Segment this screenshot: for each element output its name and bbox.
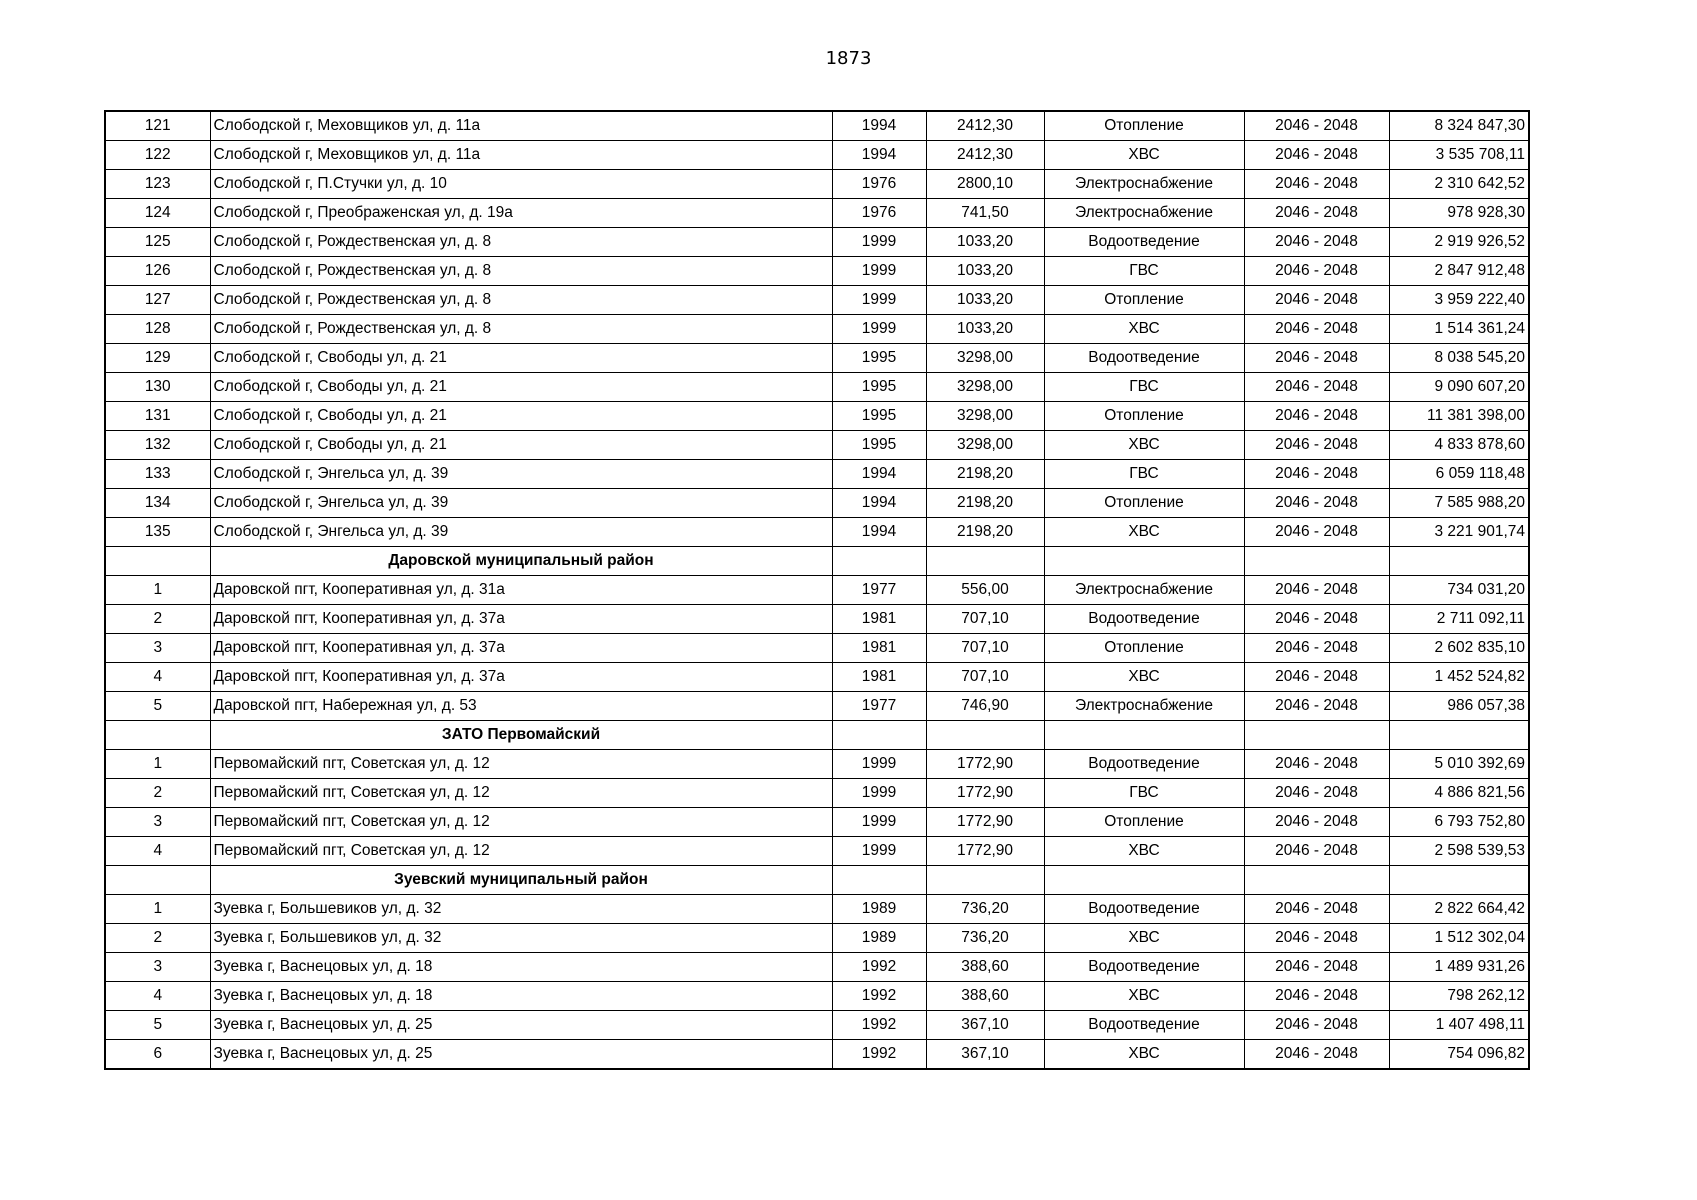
cell-year (832, 866, 926, 895)
table-row (105, 373, 1529, 402)
cell-cost: 2 822 664,42 (1389, 895, 1529, 924)
cell-year: 1994 (832, 460, 926, 489)
cell-period: 2046 - 2048 (1244, 895, 1389, 924)
cell-area: 707,10 (926, 663, 1044, 692)
cell-year: 1981 (832, 605, 926, 634)
table-row (105, 895, 1529, 924)
cell-address: Слободской г, Рождественская ул, д. 8 (210, 315, 832, 344)
cell-cost: 1 514 361,24 (1389, 315, 1529, 344)
cell-area: 1033,20 (926, 286, 1044, 315)
cell-year: 1977 (832, 692, 926, 721)
cell-service: Отопление (1044, 402, 1244, 431)
cell-area: 707,10 (926, 634, 1044, 663)
table-row (105, 518, 1529, 547)
table-row (105, 1040, 1529, 1070)
cell-period: 2046 - 2048 (1244, 431, 1389, 460)
table-row (105, 953, 1529, 982)
cell-address: Первомайский пгт, Советская ул, д. 12 (210, 837, 832, 866)
cell-period: 2046 - 2048 (1244, 170, 1389, 199)
cell-number: 4 (105, 663, 210, 692)
cell-address: Слободской г, Энгельса ул, д. 39 (210, 489, 832, 518)
cell-service (1044, 866, 1244, 895)
cell-year: 1981 (832, 663, 926, 692)
cell-cost: 3 959 222,40 (1389, 286, 1529, 315)
cell-period (1244, 721, 1389, 750)
cell-cost: 7 585 988,20 (1389, 489, 1529, 518)
cell-cost (1389, 547, 1529, 576)
cell-service: ХВС (1044, 431, 1244, 460)
table-row (105, 750, 1529, 779)
cell-period: 2046 - 2048 (1244, 141, 1389, 170)
cell-period: 2046 - 2048 (1244, 460, 1389, 489)
cell-number: 127 (105, 286, 210, 315)
cell-period: 2046 - 2048 (1244, 750, 1389, 779)
cell-area: 746,90 (926, 692, 1044, 721)
cell-area: 3298,00 (926, 344, 1044, 373)
table-row (105, 344, 1529, 373)
cell-service: Электроснабжение (1044, 170, 1244, 199)
cell-number: 123 (105, 170, 210, 199)
cell-year: 1999 (832, 808, 926, 837)
cell-period: 2046 - 2048 (1244, 634, 1389, 663)
table-row (105, 1011, 1529, 1040)
cell-area (926, 866, 1044, 895)
table-row (105, 315, 1529, 344)
cell-area: 2198,20 (926, 489, 1044, 518)
cell-cost: 9 090 607,20 (1389, 373, 1529, 402)
cell-cost: 3 221 901,74 (1389, 518, 1529, 547)
cell-number: 2 (105, 924, 210, 953)
table-row (105, 431, 1529, 460)
cell-number: 4 (105, 837, 210, 866)
cell-period: 2046 - 2048 (1244, 663, 1389, 692)
cell-year: 1977 (832, 576, 926, 605)
cell-period: 2046 - 2048 (1244, 605, 1389, 634)
cell-area: 367,10 (926, 1011, 1044, 1040)
cell-address: Слободской г, Преображенская ул, д. 19а (210, 199, 832, 228)
cell-number: 129 (105, 344, 210, 373)
table-row (105, 982, 1529, 1011)
cell-service: Отопление (1044, 111, 1244, 141)
cell-address: Слободской г, Меховщиков ул, д. 11а (210, 111, 832, 141)
cell-service: ХВС (1044, 982, 1244, 1011)
table-row (105, 199, 1529, 228)
cell-period: 2046 - 2048 (1244, 489, 1389, 518)
cell-number (105, 547, 210, 576)
cell-period: 2046 - 2048 (1244, 953, 1389, 982)
cell-address: Слободской г, П.Стучки ул, д. 10 (210, 170, 832, 199)
cell-number: 5 (105, 692, 210, 721)
cell-service (1044, 547, 1244, 576)
cell-service: Отопление (1044, 808, 1244, 837)
table-row (105, 634, 1529, 663)
section-title: ЗАТО Первомайский (210, 721, 832, 750)
cell-service: Электроснабжение (1044, 576, 1244, 605)
cell-cost: 1 489 931,26 (1389, 953, 1529, 982)
cell-area: 2412,30 (926, 111, 1044, 141)
cell-period: 2046 - 2048 (1244, 779, 1389, 808)
cell-service: Водоотведение (1044, 1011, 1244, 1040)
cell-year: 1989 (832, 895, 926, 924)
repair-schedule-table (104, 110, 1530, 1070)
cell-area: 388,60 (926, 982, 1044, 1011)
cell-cost: 2 598 539,53 (1389, 837, 1529, 866)
cell-cost: 4 833 878,60 (1389, 431, 1529, 460)
cell-area: 736,20 (926, 924, 1044, 953)
cell-address: Слободской г, Энгельса ул, д. 39 (210, 460, 832, 489)
cell-service: ГВС (1044, 779, 1244, 808)
cell-address: Первомайский пгт, Советская ул, д. 12 (210, 779, 832, 808)
cell-cost: 3 535 708,11 (1389, 141, 1529, 170)
cell-service: Электроснабжение (1044, 692, 1244, 721)
cell-cost: 754 096,82 (1389, 1040, 1529, 1070)
cell-service (1044, 721, 1244, 750)
cell-address: Даровской пгт, Кооперативная ул, д. 37а (210, 663, 832, 692)
cell-cost: 1 452 524,82 (1389, 663, 1529, 692)
cell-service: Водоотведение (1044, 344, 1244, 373)
cell-period: 2046 - 2048 (1244, 402, 1389, 431)
cell-area: 3298,00 (926, 402, 1044, 431)
table-row (105, 170, 1529, 199)
cell-cost: 8 324 847,30 (1389, 111, 1529, 141)
cell-cost: 8 038 545,20 (1389, 344, 1529, 373)
cell-service: Водоотведение (1044, 228, 1244, 257)
cell-area: 2800,10 (926, 170, 1044, 199)
table-row (105, 228, 1529, 257)
cell-address: Слободской г, Рождественская ул, д. 8 (210, 228, 832, 257)
cell-area: 556,00 (926, 576, 1044, 605)
cell-address: Первомайский пгт, Советская ул, д. 12 (210, 750, 832, 779)
cell-period: 2046 - 2048 (1244, 199, 1389, 228)
table-row (105, 576, 1529, 605)
cell-address: Зуевка г, Большевиков ул, д. 32 (210, 895, 832, 924)
cell-number: 6 (105, 1040, 210, 1070)
cell-cost (1389, 721, 1529, 750)
cell-cost: 2 711 092,11 (1389, 605, 1529, 634)
cell-address: Даровской пгт, Кооперативная ул, д. 37а (210, 605, 832, 634)
cell-cost: 6 059 118,48 (1389, 460, 1529, 489)
cell-service: Водоотведение (1044, 750, 1244, 779)
cell-year: 1992 (832, 982, 926, 1011)
cell-address: Даровской пгт, Кооперативная ул, д. 37а (210, 634, 832, 663)
cell-cost: 2 919 926,52 (1389, 228, 1529, 257)
table-row (105, 460, 1529, 489)
cell-service: Водоотведение (1044, 953, 1244, 982)
cell-period: 2046 - 2048 (1244, 982, 1389, 1011)
cell-year: 1992 (832, 953, 926, 982)
cell-area: 1772,90 (926, 837, 1044, 866)
cell-service: ХВС (1044, 837, 1244, 866)
table-row (105, 286, 1529, 315)
cell-number: 128 (105, 315, 210, 344)
cell-year: 1999 (832, 779, 926, 808)
table-row (105, 663, 1529, 692)
cell-area: 1772,90 (926, 779, 1044, 808)
cell-address: Слободской г, Свободы ул, д. 21 (210, 373, 832, 402)
cell-year: 1989 (832, 924, 926, 953)
cell-number: 1 (105, 895, 210, 924)
cell-cost: 1 512 302,04 (1389, 924, 1529, 953)
cell-number: 3 (105, 808, 210, 837)
table-row (105, 402, 1529, 431)
cell-area: 367,10 (926, 1040, 1044, 1070)
cell-service: ХВС (1044, 1040, 1244, 1070)
cell-number: 1 (105, 750, 210, 779)
cell-number: 124 (105, 199, 210, 228)
cell-cost: 986 057,38 (1389, 692, 1529, 721)
cell-period: 2046 - 2048 (1244, 228, 1389, 257)
cell-year: 1994 (832, 111, 926, 141)
cell-number: 132 (105, 431, 210, 460)
cell-number: 5 (105, 1011, 210, 1040)
cell-cost: 5 010 392,69 (1389, 750, 1529, 779)
cell-area: 1772,90 (926, 808, 1044, 837)
table-row (105, 141, 1529, 170)
cell-area: 2198,20 (926, 518, 1044, 547)
cell-period: 2046 - 2048 (1244, 257, 1389, 286)
section-header-row (105, 547, 1529, 576)
cell-year: 1995 (832, 402, 926, 431)
cell-area: 1033,20 (926, 228, 1044, 257)
cell-area (926, 547, 1044, 576)
cell-year (832, 547, 926, 576)
cell-year: 1999 (832, 257, 926, 286)
cell-area: 2198,20 (926, 460, 1044, 489)
cell-area: 707,10 (926, 605, 1044, 634)
cell-cost (1389, 866, 1529, 895)
cell-number: 131 (105, 402, 210, 431)
cell-period: 2046 - 2048 (1244, 373, 1389, 402)
cell-service: ХВС (1044, 518, 1244, 547)
page-number: 1873 (825, 48, 872, 69)
table-row (105, 692, 1529, 721)
cell-year (832, 721, 926, 750)
cell-cost: 2 847 912,48 (1389, 257, 1529, 286)
cell-area: 1033,20 (926, 257, 1044, 286)
cell-number: 133 (105, 460, 210, 489)
cell-area: 1772,90 (926, 750, 1044, 779)
table-row (105, 257, 1529, 286)
table-row (105, 808, 1529, 837)
cell-service: Отопление (1044, 634, 1244, 663)
cell-number: 135 (105, 518, 210, 547)
cell-service: Водоотведение (1044, 895, 1244, 924)
section-title: Даровской муниципальный район (210, 547, 832, 576)
cell-number: 121 (105, 111, 210, 141)
cell-year: 1976 (832, 170, 926, 199)
cell-service: Отопление (1044, 489, 1244, 518)
cell-area: 1033,20 (926, 315, 1044, 344)
cell-period: 2046 - 2048 (1244, 518, 1389, 547)
cell-number: 2 (105, 779, 210, 808)
cell-cost: 6 793 752,80 (1389, 808, 1529, 837)
cell-year: 1999 (832, 286, 926, 315)
cell-year: 1999 (832, 750, 926, 779)
cell-service: ХВС (1044, 141, 1244, 170)
cell-cost: 798 262,12 (1389, 982, 1529, 1011)
cell-service: ХВС (1044, 315, 1244, 344)
cell-address: Слободской г, Рождественская ул, д. 8 (210, 286, 832, 315)
section-header-row (105, 721, 1529, 750)
table-row (105, 779, 1529, 808)
cell-service: ГВС (1044, 460, 1244, 489)
table-row (105, 111, 1529, 141)
cell-address: Слободской г, Свободы ул, д. 21 (210, 431, 832, 460)
cell-service: ГВС (1044, 257, 1244, 286)
cell-service: Электроснабжение (1044, 199, 1244, 228)
cell-number: 4 (105, 982, 210, 1011)
cell-period: 2046 - 2048 (1244, 808, 1389, 837)
cell-number: 3 (105, 953, 210, 982)
cell-period: 2046 - 2048 (1244, 576, 1389, 605)
cell-year: 1976 (832, 199, 926, 228)
cell-cost: 2 602 835,10 (1389, 634, 1529, 663)
section-header-row (105, 866, 1529, 895)
cell-year: 1992 (832, 1040, 926, 1070)
cell-year: 1994 (832, 489, 926, 518)
cell-year: 1994 (832, 141, 926, 170)
cell-period (1244, 866, 1389, 895)
cell-address: Даровской пгт, Набережная ул, д. 53 (210, 692, 832, 721)
cell-number: 3 (105, 634, 210, 663)
cell-number (105, 721, 210, 750)
cell-address: Слободской г, Меховщиков ул, д. 11а (210, 141, 832, 170)
cell-year: 1999 (832, 228, 926, 257)
table-row (105, 605, 1529, 634)
cell-year: 1992 (832, 1011, 926, 1040)
cell-area: 3298,00 (926, 431, 1044, 460)
cell-period: 2046 - 2048 (1244, 1040, 1389, 1070)
cell-period: 2046 - 2048 (1244, 924, 1389, 953)
cell-number: 2 (105, 605, 210, 634)
table-row (105, 489, 1529, 518)
cell-address: Зуевка г, Васнецовых ул, д. 25 (210, 1011, 832, 1040)
cell-area: 388,60 (926, 953, 1044, 982)
cell-cost: 2 310 642,52 (1389, 170, 1529, 199)
cell-period: 2046 - 2048 (1244, 1011, 1389, 1040)
cell-year: 1994 (832, 518, 926, 547)
cell-year: 1999 (832, 837, 926, 866)
cell-period: 2046 - 2048 (1244, 111, 1389, 141)
cell-period: 2046 - 2048 (1244, 315, 1389, 344)
cell-cost: 4 886 821,56 (1389, 779, 1529, 808)
cell-cost: 978 928,30 (1389, 199, 1529, 228)
cell-period (1244, 547, 1389, 576)
cell-area (926, 721, 1044, 750)
cell-service: ХВС (1044, 663, 1244, 692)
table-row (105, 837, 1529, 866)
cell-address: Слободской г, Свободы ул, д. 21 (210, 344, 832, 373)
cell-number (105, 866, 210, 895)
cell-service: Отопление (1044, 286, 1244, 315)
cell-address: Слободской г, Свободы ул, д. 21 (210, 402, 832, 431)
table-body (105, 111, 1529, 1069)
cell-service: ХВС (1044, 924, 1244, 953)
cell-year: 1981 (832, 634, 926, 663)
cell-area: 741,50 (926, 199, 1044, 228)
cell-address: Слободской г, Энгельса ул, д. 39 (210, 518, 832, 547)
cell-number: 1 (105, 576, 210, 605)
table-row (105, 924, 1529, 953)
cell-address: Первомайский пгт, Советская ул, д. 12 (210, 808, 832, 837)
cell-address: Зуевка г, Большевиков ул, д. 32 (210, 924, 832, 953)
cell-address: Зуевка г, Васнецовых ул, д. 18 (210, 953, 832, 982)
cell-area: 736,20 (926, 895, 1044, 924)
cell-number: 134 (105, 489, 210, 518)
cell-number: 125 (105, 228, 210, 257)
cell-address: Слободской г, Рождественская ул, д. 8 (210, 257, 832, 286)
cell-cost: 1 407 498,11 (1389, 1011, 1529, 1040)
cell-service: ГВС (1044, 373, 1244, 402)
cell-cost: 11 381 398,00 (1389, 402, 1529, 431)
cell-period: 2046 - 2048 (1244, 692, 1389, 721)
section-title: Зуевский муниципальный район (210, 866, 832, 895)
cell-number: 130 (105, 373, 210, 402)
cell-year: 1995 (832, 431, 926, 460)
cell-address: Зуевка г, Васнецовых ул, д. 18 (210, 982, 832, 1011)
cell-cost: 734 031,20 (1389, 576, 1529, 605)
cell-period: 2046 - 2048 (1244, 837, 1389, 866)
cell-year: 1995 (832, 373, 926, 402)
cell-number: 126 (105, 257, 210, 286)
cell-area: 3298,00 (926, 373, 1044, 402)
cell-service: Водоотведение (1044, 605, 1244, 634)
cell-address: Даровской пгт, Кооперативная ул, д. 31а (210, 576, 832, 605)
cell-year: 1999 (832, 315, 926, 344)
cell-address: Зуевка г, Васнецовых ул, д. 25 (210, 1040, 832, 1070)
cell-year: 1995 (832, 344, 926, 373)
cell-period: 2046 - 2048 (1244, 344, 1389, 373)
cell-area: 2412,30 (926, 141, 1044, 170)
cell-number: 122 (105, 141, 210, 170)
cell-period: 2046 - 2048 (1244, 286, 1389, 315)
